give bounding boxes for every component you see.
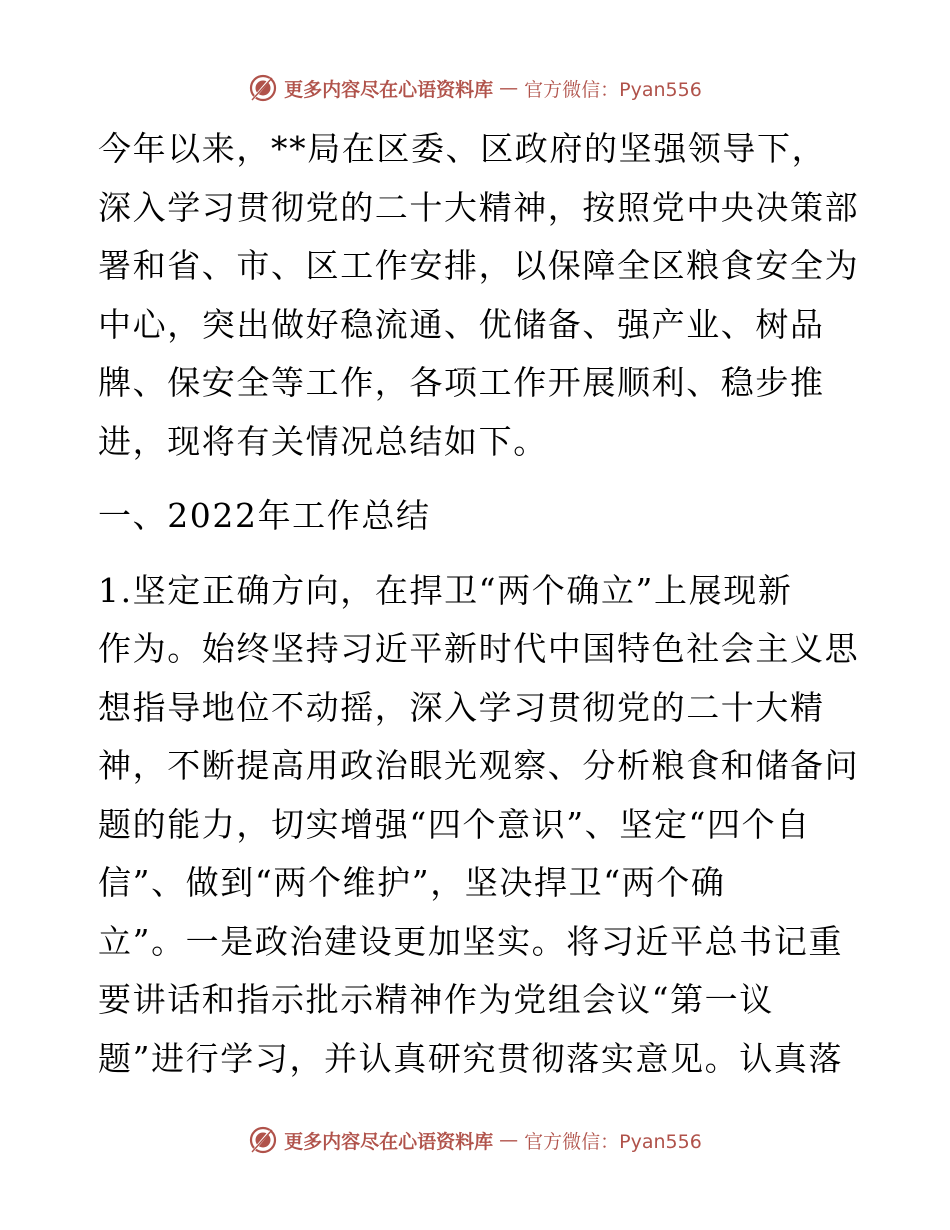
header-watermark — [0, 73, 950, 103]
item-line: 题”进行学习，并认真研究贯彻落实意见。认真落 — [98, 1038, 844, 1078]
intro-line: 今年以来，**局在区委、区政府的坚强领导下， — [98, 129, 827, 168]
item-line: 立”。一是政治建设更加坚实。将习近平总书记重 — [98, 921, 844, 961]
footer-watermark — [0, 1125, 950, 1155]
item-line: 作为。始终坚持习近平新时代中国特色社会主义思 — [98, 629, 860, 668]
intro-line: 中心，突出做好稳流通、优储备、强产业、树品 — [98, 304, 825, 344]
watermark-contact: 官方微信：Pyan556 — [524, 1130, 702, 1153]
intro-line: 进，现将有关情况总结如下。 — [98, 421, 548, 461]
item-line: 神，不断提高用政治眼光观察、分析粮食和储备问 — [98, 746, 860, 785]
item-line: 想指导地位不动摇，深入学习贯彻党的二十大精 — [98, 687, 825, 727]
section-heading: 一、2022年工作总结 — [98, 496, 431, 535]
document-body — [98, 120, 860, 1088]
intro-line: 署和省、市、区工作安排，以保障全区粮食安全为 — [98, 246, 860, 285]
intro-line: 深入学习贯彻党的二十大精神，按照党中央决策部 — [98, 187, 860, 227]
watermark-contact: 官方微信：Pyan556 — [524, 78, 702, 101]
watermark-brand: 更多内容尽在心语资料库 — [284, 1130, 494, 1153]
watermark-brand: 更多内容尽在心语资料库 — [284, 78, 494, 101]
item-line: 信”、做到“两个维护”，坚决捍卫“两个确 — [98, 863, 726, 902]
item-line: 题的能力，切实增强“四个意识”、坚定“四个自 — [98, 804, 811, 844]
watermark-separator: — — [499, 1129, 519, 1151]
quill-seal-icon — [248, 1125, 278, 1155]
intro-line: 牌、保安全等工作，各项工作开展顺利、稳步推 — [98, 363, 825, 402]
item-line: 要讲话和指示批示精神作为党组会议“第一议 — [98, 980, 774, 1019]
quill-seal-icon — [248, 73, 278, 103]
watermark-separator: — — [499, 77, 519, 99]
item-line: 1.坚定正确方向，在捍卫“两个确立”上展现新 — [98, 570, 793, 610]
